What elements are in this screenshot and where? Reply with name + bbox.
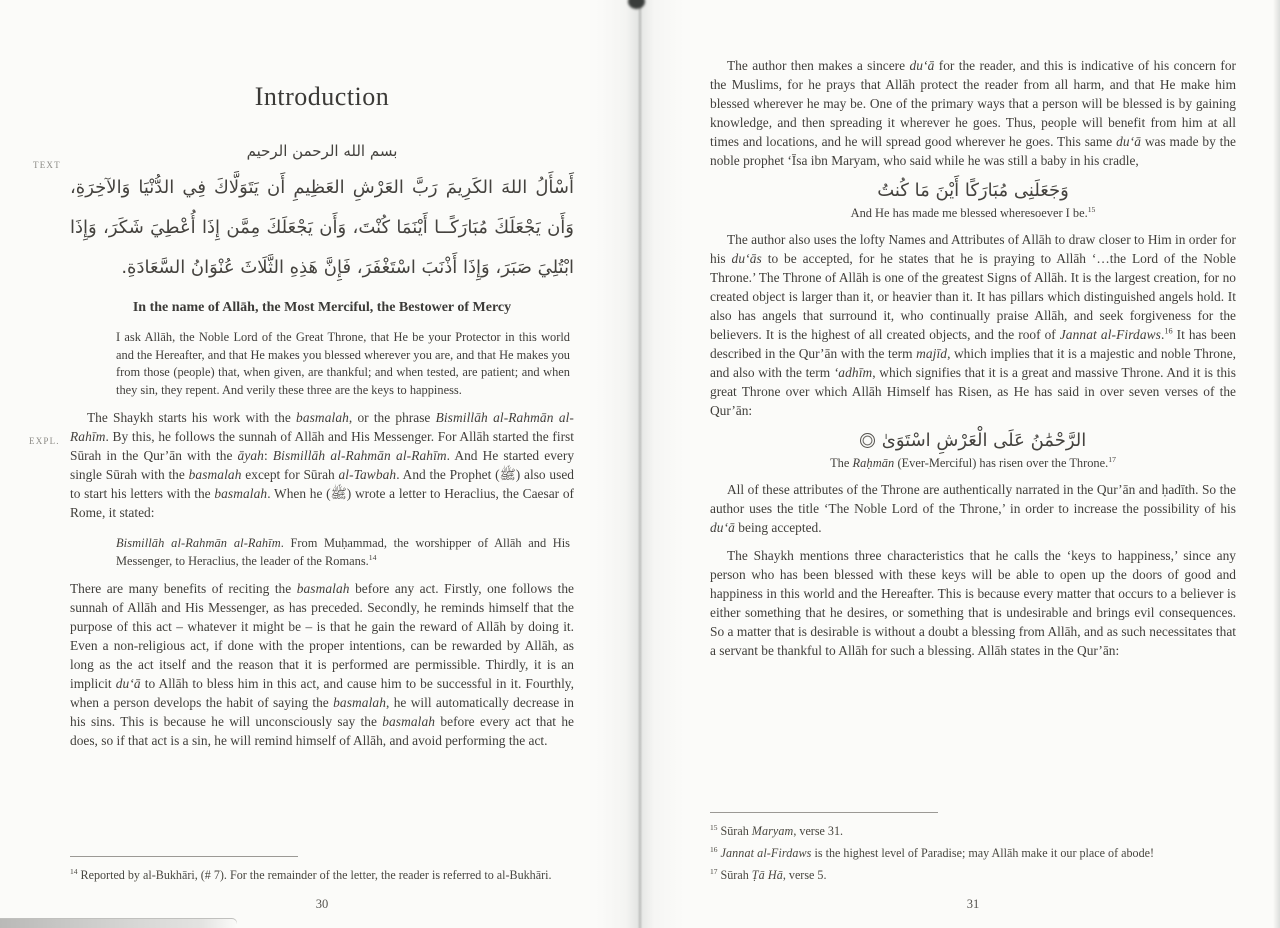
- author-dua-paragraph: The author then makes a sincere du‘ā for the reader, and this is indicative of his concern for the Muslims, for he prays that Allāh protect the reader from all harm, and that He make him blessed wherever he may be. One of the primary ways that a person will be blessed is by gaining knowledge, and then spreading it wherever he goes. Thus, people will benefit from him at all times and locations, and he will spread good wherever he goes. This same du‘ā was made by the noble prophet ‘Īsa ibn Maryam, who said while he was still a baby in his cradle,: [710, 58, 1236, 168]
- footnote-14: $^{14}$ Reported by al-Bukhāri, (# 7). For the remainder of the letter, the reader is referred to al-Bukhāri.: [70, 866, 552, 882]
- verse-maryam-translation: And He has made me blessed wheresoever I be.$^{15}$: [850, 204, 1096, 220]
- verse-end-ornament-icon: [860, 433, 875, 448]
- footnote-16: $^{16}$ Jannat al-Firdaws is the highest level of Paradise; may Allāh make it our place of abode!: [710, 844, 1155, 860]
- bottom-page-edge-band: [0, 919, 237, 928]
- verse-taha-translation: The Raḥmān (Ever-Merciful) has risen over the Throne.$^{17}$: [830, 454, 1116, 470]
- page-number-left: 30: [315, 897, 329, 911]
- quran-verse-taha: [710, 430, 1236, 451]
- basmalah-arabic: بسم الله الرحمن الرحيم: [246, 142, 398, 160]
- keys-to-happiness-paragraph: The Shaykh mentions three characteristics that he calls the ‘keys to happiness,’ since any person who has been blessed with these keys will be able to open up the doors of good and happiness in this world and the Hereafter. This is because every matter that occurs to a believer is either something that he desires, or something that is undesirable and brings evil consequences. So a matter that is desirable is without a doubt a blessing from Allāh, and as such necessitates that a servant be thankful to Allāh for such a blessing. Allāh states in the Qur’ān:: [710, 548, 1236, 658]
- explanation-paragraph-2: There are many benefits of reciting the basmalah before any act. Firstly, one follows the sunnah of Allāh and His Messenger, as has preceded. Secondly, he reminds himself that the purpose of this act – whatever it might be – is that he gain the reward of Allāh by doing it. Even a non-religious act, if done with the proper intentions, can be rewarded by Allāh, as long as the act itself and the reason that it is performed are permissible. Thirdly, it is an implicit du‘ā to Allāh to bless him in this act, and cause him to be successful in it. Fourthly, when a person develops the habit of saying the basmalah, he will automatically decrease in his sins. This is because he will unconsciously say the basmalah before every act that he does, so if that act is a sin, he will remind himself of Allāh, and avoid performing the act.: [70, 581, 574, 748]
- footnote-rule: [710, 812, 938, 813]
- throne-paragraph: The author also uses the lofty Names and Attributes of Allāh to draw closer to Him in order for his du‘ās to be accepted, for he states that he is praying to Allāh ‘…the Lord of the Noble Throne.’ The Throne of Allāh is one of the greatest Signs of Allāh. It is the largest creation, for no created object is larger than it, or heavier than it. It has pillars which distinguished angels hold. It also has angels that surround it, who continually praise Allāh, and seek forgiveness for the believers. It is the highest of all created objects, and the roof of Jannat al-Firdaws.$^{16}$ It has been described in the Qur’ān with the term majīd, which implies that it is a majestic and noble Throne, and also with the term ‘adhīm, which signifies that it is a great and massive Throne. And it is this great Throne over which Allāh Himself has Risen, as He has said in over seven verses of the Qur’ān:: [710, 232, 1237, 418]
- footnote-17: $^{17}$ Sūrah Ṭā Hā, verse 5.: [710, 866, 827, 882]
- right-page-edge-shading: [1273, 0, 1280, 928]
- left-footer: [70, 856, 574, 912]
- footnote-15: $^{15}$ Sūrah Maryam, verse 31.: [710, 822, 844, 838]
- throne-attributes-paragraph: All of these attributes of the Throne are authentically narrated in the Qur’ān and ḥadīth. So the author uses the title ‘The Noble Lord of the Throne,’ in order to increase the possibility of his du‘ā being accepted.: [710, 482, 1236, 535]
- basmalah-translation-heading: In the name of Allāh, the Most Merciful, the Bestower of Mercy: [132, 300, 512, 315]
- page-number-right: 31: [966, 897, 980, 911]
- dua-translation-quote: I ask Allāh, the Noble Lord of the Great Throne, that He be your Protector in this world and the Hereafter, and that He makes you blessed wherever you are, and that He makes you from those (people) that, when given, are thankful; and when tested, are patient; and when they sin, they repent. And verily these three are the keys to happiness.: [116, 330, 570, 397]
- right-footer: [710, 812, 1236, 912]
- quran-verse-maryam: [710, 180, 1236, 201]
- explanation-paragraph-1: The Shaykh starts his work with the basmalah, or the phrase Bismillāh al-Rahmān al-Rahīm. By this, he follows the sunnah of Allāh and His Messenger. For Allāh started the first Sūrah in the Qur’ān with the āyah: Bismillāh al-Rahmān al-Rahīm. And He started every single Sūrah with the basmalah except for Sūrah al-Tawbah. And the Prophet (ﷺ) also used to start his letters with the basmalah. When he (ﷺ) wrote a letter to Heraclius, the Caesar of Rome, it stated:: [70, 410, 575, 520]
- page-right: [640, 0, 1280, 928]
- margin-label-text: TEXT: [33, 160, 61, 170]
- chapter-title: Introduction: [254, 82, 390, 111]
- quran-verse-taha-text: الرَّحْمَٰنُ عَلَى الْعَرْشِ اسْتَوَىٰ: [881, 430, 1087, 451]
- heraclius-letter-quote: Bismillāh al-Rahmān al-Rahīm. From Muḥammad, the worshipper of Allāh and His Messenger, to Heraclius, the leader of the Romans.$^{14}$: [116, 536, 570, 568]
- margin-label-expl: EXPL.: [29, 436, 60, 446]
- dua-arabic-block: أَسْأَلُ اللهَ الكَرِيمَ رَبَّ العَرْشِ العَظِيمِ أَن يَتَوَلَّاكَ فِي الدُّنْيَا وَالآخِرَةِ، وَأَن يَجْعَلَكَ مُبَارَكًــا أَيْنَمَا كُنْتَ، وَأَن يَجْعَلَكَ مِمَّن إِذَا أُعْطِيَ شَكَرَ، وَإِذَا ابْتُلِيَ صَبَرَ، وَإِذَا أَذْنَبَ اسْتَغْفَرَ، فَإِنَّ هَذِهِ الثَّلَاثَ عُنْوَانُ السَّعَادَةِ.: [70, 177, 574, 278]
- footnote-rule: [70, 856, 298, 857]
- quran-verse-maryam-text: وَجَعَلَنِى مُبَارَكًا أَيْنَ مَا كُنتُ: [877, 180, 1069, 201]
